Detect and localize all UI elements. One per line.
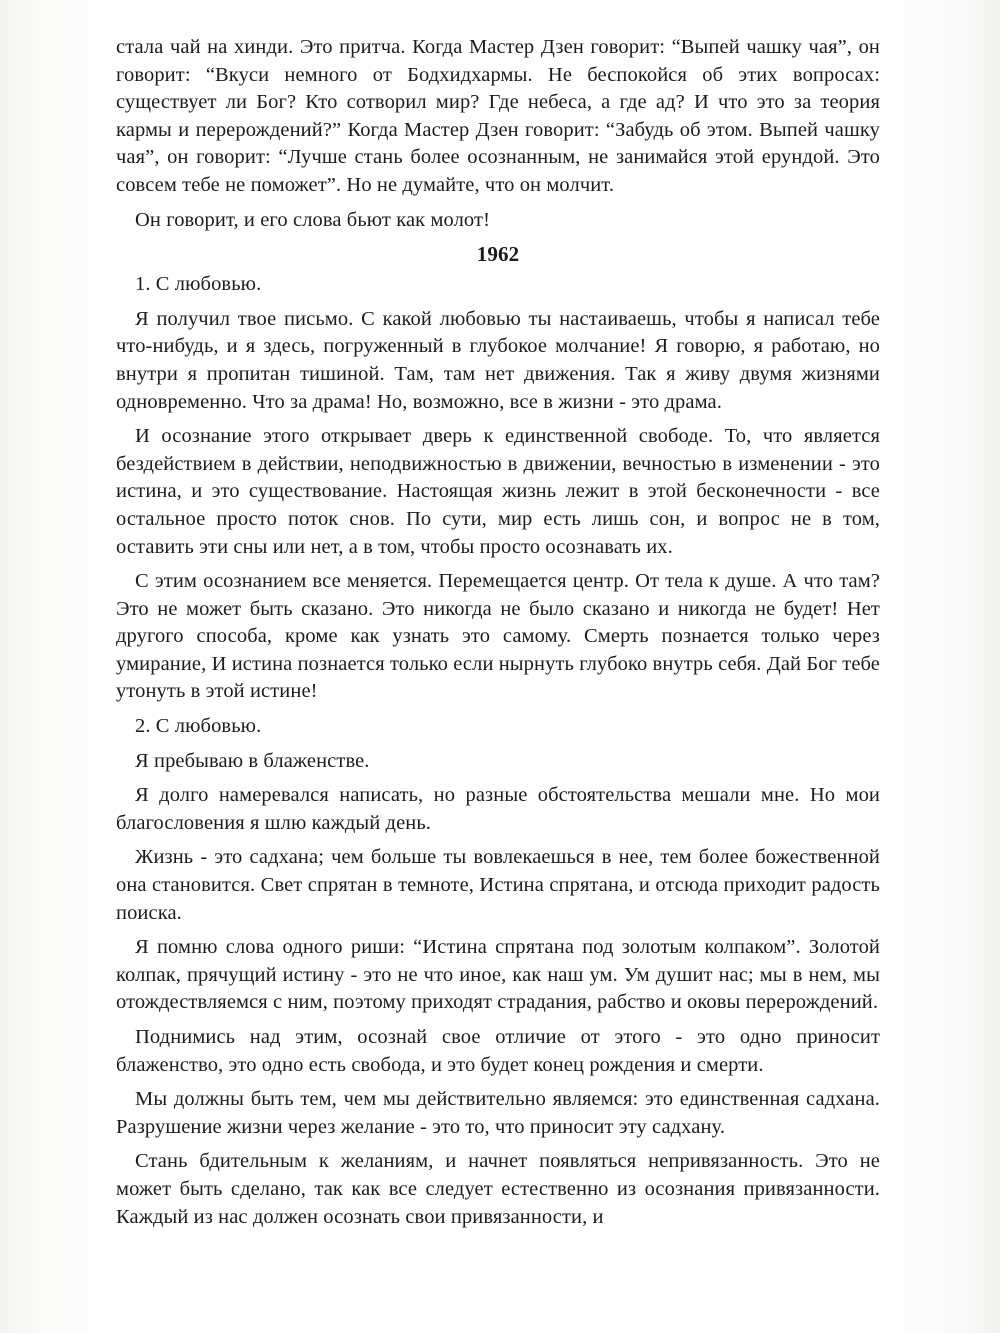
paragraph: Я получил твое письмо. С какой любовью ты настаиваешь, чтобы я написал тебе что-нибудь, и я здесь, погруженный в глубокое молчание! Я говорю, я работаю, но внутри я пропитан тишиной. Там, там нет движения. Так я живу двумя жизнями одновременно. Что за драма! Но, возможно, все в жизни - это драма. <box>116 307 880 413</box>
paragraph: Стань бдительным к желаниям, и начнет появляться непривязанность. Это не может быть сделано, так как все следует естественно из осознания привязанности. Каждый из нас должен осознать свои привязанности, и <box>116 1150 880 1228</box>
paragraph-continuation: стала чай на хинди. Это притча. Когда Мастер Дзен говорит: “Выпей чашку чая”, он говорит: “Вкуси немного от Бодхидхармы. Не беспокойся об этих вопросах: существует ли Бог? Кто сотворил мир? Где небеса, а где ад? И что это за теория кармы и перерождений?” Когда Мастер Дзен говорит: “Забудь об этом. Выпей чашку чая”, он говорит: “Лучше стань более осознанным, не занимайся этой ерундой. Это совсем тебе не поможет”. Но не думайте, что он молчит. <box>116 36 880 196</box>
paragraph: Мы должны быть тем, чем мы действительно являемся: это единственная садхана. Разрушение жизни через желание - это то, что приносит эту садхану. <box>116 1088 880 1138</box>
paragraph: Поднимись над этим, осознай свое отличие от этого - это одно приносит блаженство, это одно есть свобода, и это будет конец рождения и смерти. <box>116 1026 880 1076</box>
letter-salutation: 2. С любовью. <box>135 715 262 738</box>
paragraph: Я долго намеревался написать, но разные обстоятельства мешали мне. Но мои благословения я шлю каждый день. <box>116 784 880 834</box>
letter-salutation: 1. С любовью. <box>135 273 262 296</box>
section-heading-year: 1962 <box>476 242 520 267</box>
paragraph: Я пребываю в блаженстве. <box>135 749 370 772</box>
paragraph: Я помню слова одного риши: “Истина спрятана под золотым колпаком”. Золотой колпак, прячущий истину - это не что иное, как наш ум. Ум душит нас; мы в нем, мы отождествляемся с ним, поэтому приходят страдания, рабство и оковы перерождений. <box>116 936 880 1014</box>
paragraph: И осознание этого открывает дверь к единственной свободе. То, что является бездействием в действии, неподвижностью в движении, вечностью в изменении - это истина, и это существование. Настоящая жизнь лежит в этой бесконечности - все остальное просто поток снов. По сути, мир есть лишь сон, и вопрос не в том, оставить эти сны или нет, а в том, чтобы просто осознавать их. <box>116 425 880 558</box>
paragraph: Он говорит, и его слова бьют как молот! <box>135 208 490 231</box>
page-text <box>116 34 880 1231</box>
paragraph: С этим осознанием все меняется. Перемещается центр. От тела к душе. А что там? Это не может быть сказано. Это никогда не было сказано и никогда не будет! Нет другого способа, кроме как узнать это самому. Смерть познается только через умирание, И истина познается только если нырнуть глубоко внутрь себя. Дай Бог тебе утонуть в этой истине! <box>116 570 880 703</box>
paragraph: Жизнь - это садхана; чем больше ты вовлекаешься в нее, тем более божественной она становится. Свет спрятан в темноте, Истина спрятана, и отсюда приходит радость поиска. <box>116 846 880 924</box>
